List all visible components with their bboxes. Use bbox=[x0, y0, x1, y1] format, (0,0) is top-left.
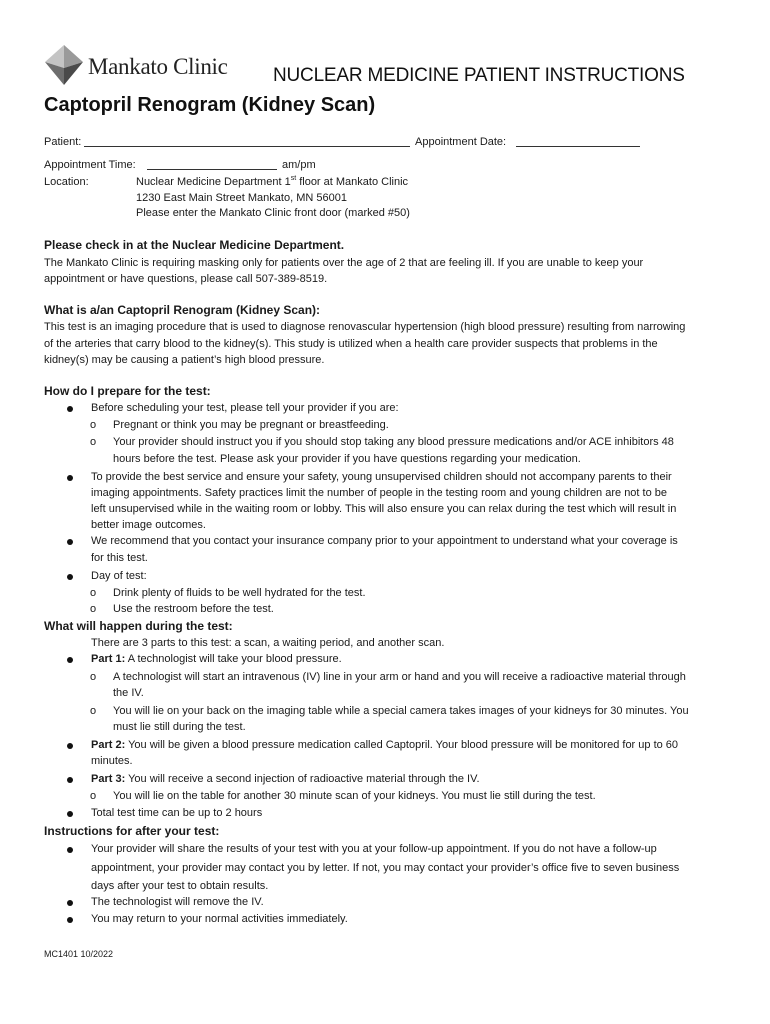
part-1-label: Part 1: bbox=[91, 653, 126, 665]
bullet-icon bbox=[67, 917, 73, 923]
location-line-1-a: Nuclear Medicine Department 1 bbox=[136, 176, 291, 188]
checkin-line-1: The Mankato Clinic is requiring masking only for patients over the age of 2 that are feeling ill. If you are unable to keep your bbox=[44, 257, 644, 269]
ampm-label: am/pm bbox=[282, 159, 316, 171]
prepare-bullet-4: Day of test: bbox=[91, 570, 147, 582]
prepare-bullet-1: Before scheduling your test, please tell your provider if you are: bbox=[91, 402, 399, 414]
patient-label: Patient: bbox=[44, 136, 82, 148]
footer-code: MC1401 10/2022 bbox=[44, 949, 114, 959]
after-bullet-1-line-2: appointment, your provider may contact you by letter. If not, you may contact your provider’s office five to seven business bbox=[91, 862, 680, 874]
prepare-sub-2-line-2: hours before the test. Please ask your provider if you have questions regarding your medication. bbox=[113, 453, 581, 465]
during-sub-2-line-2: must lie still during the test. bbox=[113, 721, 246, 733]
circle-bullet-icon: o bbox=[90, 705, 97, 717]
what-is-line-3: kidney(s) may be causing a patient’s high blood pressure. bbox=[44, 354, 325, 366]
bullet-icon bbox=[67, 777, 73, 783]
during-part-1 bbox=[91, 651, 342, 667]
location-line-3: Please enter the Mankato Clinic front door (marked #50) bbox=[136, 207, 410, 219]
during-sub-3: You will lie on the table for another 30 minute scan of your kidneys. You must lie still during the test. bbox=[113, 790, 596, 802]
clinic-logo-mark-icon bbox=[44, 44, 84, 86]
location-line-1-b: floor at Mankato Clinic bbox=[296, 176, 409, 188]
bullet-icon bbox=[67, 847, 73, 853]
during-heading: What will happen during the test: bbox=[44, 619, 233, 633]
location-label: Location: bbox=[44, 176, 89, 188]
prepare-bullet-3-line-1: We recommend that you contact your insurance company prior to your appointment to understand what your coverage is bbox=[91, 535, 678, 547]
after-bullet-1-line-1: Your provider will share the results of your test with you at your follow-up appointment. If you do not have a follow-up bbox=[91, 843, 657, 855]
circle-bullet-icon: o bbox=[90, 587, 97, 599]
part-3-label: Part 3: bbox=[91, 773, 126, 785]
circle-bullet-icon: o bbox=[90, 790, 97, 802]
prepare-bullet-2-line-3: left unsupervised while in the waiting room or lobby. This will also ensure you can relax during the test which will result in bbox=[91, 503, 677, 515]
during-part-2-line-2: minutes. bbox=[91, 755, 133, 767]
bullet-icon bbox=[67, 900, 73, 906]
part-2-text: You will be given a blood pressure medication called Captopril. Your blood pressure will be monitored for up to 60 bbox=[125, 739, 679, 751]
what-is-line-1: This test is an imaging procedure that is used to diagnose renovascular hypertension (high blood pressure) resulting from narrowing bbox=[44, 321, 686, 333]
circle-bullet-icon: o bbox=[90, 419, 97, 431]
appointment-time-field[interactable] bbox=[147, 169, 277, 170]
circle-bullet-icon: o bbox=[90, 436, 97, 448]
after-bullet-1-line-3: days after your test to obtain results. bbox=[91, 880, 269, 892]
prepare-bullet-2-line-2: imaging appointments. Safety practices limit the number of people in the testing room and young children are not to be bbox=[91, 487, 668, 499]
during-intro: There are 3 parts to this test: a scan, a waiting period, and another scan. bbox=[91, 637, 445, 649]
appointment-time-label: Appointment Time: bbox=[44, 159, 136, 171]
clinic-logo bbox=[44, 44, 244, 86]
bullet-icon bbox=[67, 406, 73, 412]
what-is-line-2: of the arteries that carry blood to the kidney(s). This study is utilized when a health care provider suspects that problems in the bbox=[44, 338, 658, 350]
header-title: NUCLEAR MEDICINE PATIENT INSTRUCTIONS bbox=[273, 65, 685, 86]
during-sub-1-line-1: A technologist will start an intravenous (IV) line in your arm or hand and you will receive a radioactive material through bbox=[113, 671, 686, 683]
circle-bullet-icon: o bbox=[90, 671, 97, 683]
prepare-sub-4: Use the restroom before the test. bbox=[113, 603, 274, 615]
bullet-icon bbox=[67, 657, 73, 663]
prepare-sub-3: Drink plenty of fluids to be well hydrated for the test. bbox=[113, 587, 366, 599]
prepare-sub-1: Pregnant or think you may be pregnant or breastfeeding. bbox=[113, 419, 389, 431]
bullet-icon bbox=[67, 539, 73, 545]
part-3-text: You will receive a second injection of radioactive material through the IV. bbox=[125, 773, 480, 785]
during-part-2-line-1 bbox=[91, 737, 678, 753]
location-line-1-sup: st bbox=[290, 175, 297, 182]
part-2-label: Part 2: bbox=[91, 739, 126, 751]
clinic-logo-text: Mankato Clinic bbox=[88, 54, 228, 79]
after-bullet-2: The technologist will remove the IV. bbox=[91, 896, 264, 908]
part-1-text: A technologist will take your blood pressure. bbox=[125, 653, 342, 665]
circle-bullet-icon: o bbox=[90, 603, 97, 615]
bullet-icon bbox=[67, 574, 73, 580]
bullet-icon bbox=[67, 743, 73, 749]
after-heading: Instructions for after your test: bbox=[44, 824, 220, 838]
checkin-heading: Please check in at the Nuclear Medicine Department. bbox=[44, 238, 345, 252]
location-line-2: 1230 East Main Street Mankato, MN 56001 bbox=[136, 192, 347, 204]
during-part-3 bbox=[91, 771, 480, 787]
prepare-heading: How do I prepare for the test: bbox=[44, 384, 211, 398]
checkin-line-2: appointment or have questions, please call 507-389-8519. bbox=[44, 273, 328, 285]
during-sub-2-line-1: You will lie on your back on the imaging table while a special camera takes images of your kidneys for 30 minutes. You bbox=[113, 705, 689, 717]
prepare-bullet-2-line-4: better image outcomes. bbox=[91, 519, 206, 531]
bullet-icon bbox=[67, 811, 73, 817]
page-title: Captopril Renogram (Kidney Scan) bbox=[44, 94, 376, 116]
during-total: Total test time can be up to 2 hours bbox=[91, 807, 263, 819]
prepare-bullet-3-line-2: for this test. bbox=[91, 552, 148, 564]
after-bullet-3: You may return to your normal activities immediately. bbox=[91, 913, 348, 925]
prepare-sub-2-line-1: Your provider should instruct you if you should stop taking any blood pressure medications and/or ACE inhibitors 48 bbox=[113, 436, 674, 448]
patient-field[interactable] bbox=[84, 146, 410, 147]
during-sub-1-line-2: the IV. bbox=[113, 687, 144, 699]
location-line-1 bbox=[136, 174, 408, 190]
appointment-date-field[interactable] bbox=[516, 146, 640, 147]
appointment-date-label: Appointment Date: bbox=[415, 136, 507, 148]
bullet-icon bbox=[67, 475, 73, 481]
what-is-heading: What is a/an Captopril Renogram (Kidney Scan): bbox=[44, 303, 321, 317]
prepare-bullet-2-line-1: To provide the best service and ensure your safety, young unsupervised children should not accompany parents to their bbox=[91, 471, 672, 483]
